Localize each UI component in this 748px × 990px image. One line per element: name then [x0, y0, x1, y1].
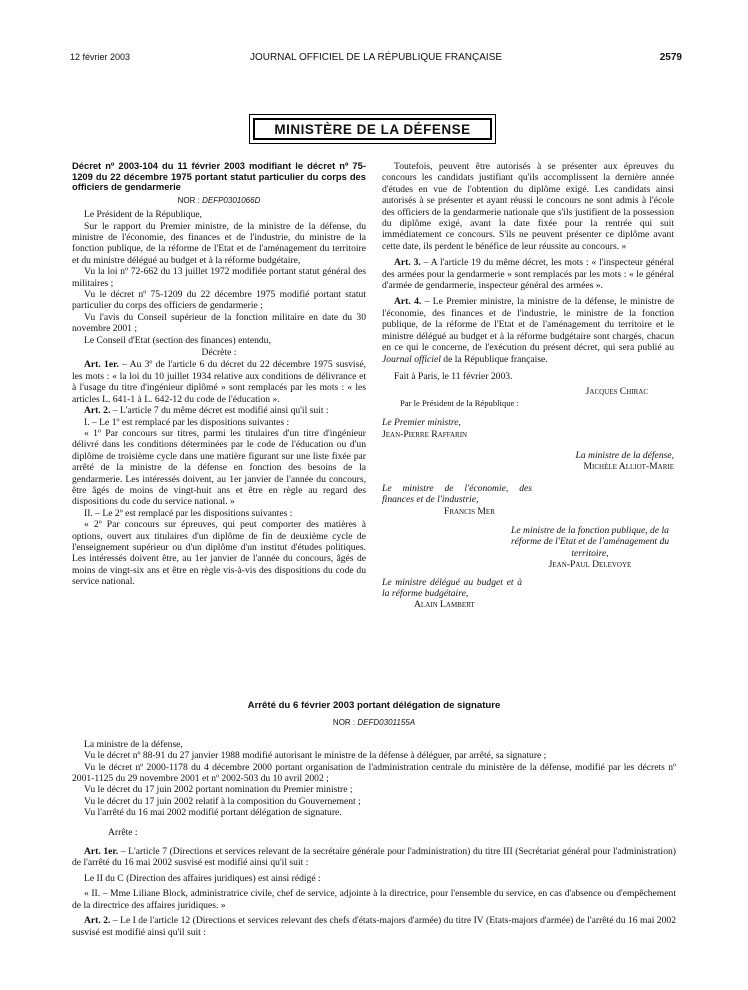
- article-text: – Au 3º de l'article 6 du décret du 22 décembre 1975 susvisé, les mots : « la loi du 10 juillet 1934 relative aux conditions de délivrance et à l'usage du titre d'ingénieur diplômé » sont remplacés par les mots : « les articles L. 641-1 à L. 642-12 du code de l'éducation ».: [72, 359, 366, 405]
- signature-role: [382, 450, 674, 461]
- preamble-line: Le Conseil d'Etat (section des finances) entendu,: [84, 334, 271, 346]
- arrete-word: Arrête :: [108, 826, 138, 838]
- arrete-title: Arrêté du 6 février 2003 portant délégation de signature: [247, 700, 501, 711]
- article-label: Art. 1er.: [84, 846, 119, 858]
- preamble-line: Vu le décret du 17 juin 2002 portant nomination du Premier ministre ;: [84, 784, 353, 796]
- arrete-nor: [72, 717, 676, 728]
- article-label: Art. 3.: [394, 257, 421, 269]
- preamble-line: Vu l'arrêté du 16 mai 2002 modifié portant délégation de signature.: [84, 807, 342, 819]
- sig-role: La ministre de la défense,: [575, 449, 674, 461]
- preamble-line: Vu le décret nº 75-1209 du 22 décembre 1975 modifié portant statut particulier du corps des officiers de gendarmerie ;: [72, 289, 366, 312]
- ministry-title: MINISTÈRE DE LA DÉFENSE: [253, 118, 492, 140]
- sig-role: Le Premier ministre,: [382, 417, 461, 429]
- article-3: [382, 257, 674, 291]
- left-column: [72, 161, 366, 588]
- article-text: – Le I de l'article 12 (Directions et services relevant des chefs d'états-majors d'armée) du titre IV (Etats-majors d'armée) de l'arrêté du 16 mai 2002 susvisé est modifié ainsi qu'il suit :: [72, 915, 676, 938]
- nor-value: DEFD0301155A: [357, 718, 416, 728]
- sig-role: Le ministre de l'économie, des finances et de l'industrie,: [382, 482, 532, 506]
- president-name: Jacques Chirac: [585, 386, 648, 398]
- right-column: [382, 161, 674, 611]
- article-text: de la République française.: [440, 353, 548, 365]
- nor-label: NOR :: [177, 195, 200, 205]
- article-2: [72, 405, 366, 416]
- nor-value: DEFP0301066D: [202, 195, 261, 205]
- article-text: – L'article 7 (Directions et services relevant de la secrétaire générale pour l'administration) du titre III (Secrétariat général pour l'administration) de l'arrêté du 16 mai 2002 susvisé est modifié ainsi qu'il suit :: [72, 846, 676, 869]
- page-number: 2579: [659, 52, 682, 63]
- preamble-line: Vu le décret du 17 juin 2002 relatif à la composition du Gouvernement ;: [84, 795, 361, 807]
- preamble-line: Vu le décret nº 88-91 du 27 janvier 1988 modifié autorisant le ministre de la défense à déléguer, par arrêté, sa signature ;: [84, 750, 547, 762]
- article-2-item: I. – Le 1º est remplacé par les dispositions suivantes :: [84, 416, 290, 428]
- signature-name: Michèle Alliot-Marie: [583, 461, 674, 473]
- journal-officiel: Journal officiel: [382, 353, 441, 365]
- signature-role: [506, 525, 674, 559]
- journal-title: JOURNAL OFFICIEL DE LA RÉPUBLIQUE FRANÇAISE: [249, 52, 503, 63]
- preamble-line: Vu l'avis du Conseil supérieur de la fonction militaire en date du 30 novembre 2001 ;: [72, 311, 366, 335]
- arrete-section: [72, 700, 676, 938]
- decree-title: Décret nº 2003-104 du 11 février 2003 modifiant le décret nº 75-1209 du 22 décembre 1975 portant statut particulier du corps des officiers de gendarmerie: [72, 160, 366, 193]
- article-label: Art. 1er.: [84, 359, 119, 371]
- par-president: Par le Président de la République :: [400, 397, 519, 408]
- preamble-line: Vu le décret nº 2000-1178 du 4 décembre 2000 portant organisation de l'administration centrale du ministère de la défense, modifié par les décrets nº 2001-1125 du 29 novembre 2001 et nº 2002-503 du 10 avril 2002 ;: [72, 761, 676, 785]
- article-2-item: « 1º Par concours sur titres, parmi les titulaires d'un titre d'ingénieur délivré dans les conditions déterminées par le code de l'éducation ou d'un diplôme de troisième cycle dans une matière figurant sur une liste fixée par arrêté de la ministre de la défense en fonction des besoins de la gendarmerie. Les intéressés doivent, au 1er janvier de l'année du concours, être âgés de moins de vingt-huit ans et être en règle au regard des dispositions du code du service national. »: [72, 427, 366, 508]
- article-text: – L'article 7 du même décret est modifié ainsi qu'il suit :: [110, 405, 329, 417]
- signature-name: Jean-Paul Delevoye: [548, 559, 632, 571]
- continuation-paragraph: Toutefois, peuvent être autorisés à se présenter aux épreuves du concours les candidats justifiant qu'ils accomplissent la dernière année d'études en vue de l'obtention du diplôme exigé. Les candidats ainsi autorisés à se présenter et ayant réussi le concours ne sont admis à l'école des officiers de la gendarmerie nationale que s'ils justifient de la possession du diplôme exigé, avant la date fixée pour la rentrée qui suit immédiatement ce concours. S'ils ne peuvent présenter ce diplôme avant cette date, ils perdent le bénéfice de leur réussite au concours. »: [382, 161, 674, 252]
- ministry-box: [249, 114, 496, 144]
- article-label: Art. 4.: [394, 296, 422, 308]
- signature-role: [382, 417, 674, 428]
- sig-role: Le ministre délégué au budget et à la réforme budgétaire,: [382, 576, 522, 599]
- signature-name: Jean-Pierre Raffarin: [382, 428, 468, 440]
- article-label: Art. 2.: [84, 405, 111, 417]
- decree-nor: [72, 195, 366, 206]
- article-2-item: « 2º Par concours sur épreuves, qui peut comporter des matières à options, ouvert aux titulaires d'un diplôme de fin de deuxième cycle de l'enseignement supérieur ou d'un diplôme d'un institut d'études politiques. Les intéressés doivent être, au 1er janvier de l'année du concours, âgés de moins de vingt-six ans et être en règle vis-à-vis des dispositions du code du service national.: [72, 519, 366, 588]
- signature-name: Alain Lambert: [414, 599, 475, 611]
- decrete-word: Décrète :: [201, 347, 237, 359]
- arrete-paragraph: « II. – Mme Liliane Block, administratrice civile, chef de service, adjointe à la directrice, pour l'ensemble du service, en cas d'absence ou d'empêchement de la directrice des affaires juridiques. »: [72, 888, 676, 911]
- signature-role: [382, 483, 532, 506]
- fait-line: Fait à Paris, le 11 février 2003.: [394, 370, 513, 382]
- signature-role: [382, 577, 522, 600]
- sig-role: Le ministre de la fonction publique, de la réforme de l'Etat et de l'aménagement du territoire,: [510, 524, 670, 559]
- arrete-paragraph: Le II du C (Direction des affaires juridiques) est ainsi rédigé :: [84, 872, 321, 884]
- header-date: 12 février 2003: [70, 52, 131, 62]
- preamble-line: Le Président de la République,: [84, 209, 203, 221]
- article-text: – A l'article 19 du même décret, les mots : « l'inspecteur général des armées pour la gendarmerie » sont remplacés par les mots : « le général d'armée de gendarmerie, inspecteur général des armées ».: [382, 257, 674, 292]
- article-1: [72, 359, 366, 405]
- arrete-article-2: [72, 915, 676, 938]
- nor-label: NOR :: [332, 718, 356, 728]
- article-label: Art. 2.: [84, 915, 111, 927]
- signature-name: Francis Mer: [444, 505, 495, 517]
- preamble-line: Sur le rapport du Premier ministre, de la ministre de la défense, du ministre de l'économie, des finances et de l'industrie, du ministre de la fonction publique, de la réforme de l'Etat et de l'aménagement du territoire et du ministre délégué au budget et à la réforme budgétaire,: [72, 220, 366, 266]
- article-4: [382, 296, 674, 364]
- arrete-article-1: [72, 846, 676, 869]
- page-header: [70, 52, 682, 66]
- preamble-line: Vu la loi nº 72-662 du 13 juillet 1972 modifiée portant statut général des militaires ;: [72, 266, 366, 289]
- preamble-line: La ministre de la défense,: [84, 738, 183, 750]
- article-text: – Le Premier ministre, la ministre de la défense, le ministre de l'économie, des finances et de l'industrie, le ministre de la fonction publique, de la réforme de l'Etat et de l'aménagement du territoire et le ministre délégué au budget et à la réforme budgétaire sont chargés, chacun en ce qui le concerne, de l'exécution du présent décret, qui sera publié au: [382, 296, 675, 354]
- article-2-item: II. – Le 2º est remplacé par les dispositions suivantes :: [84, 507, 293, 519]
